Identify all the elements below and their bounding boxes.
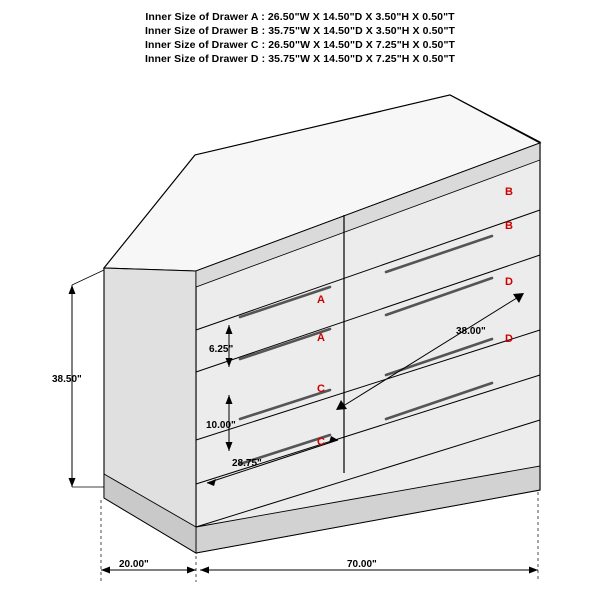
dimension-drawer-width-label: 28.75" [232, 458, 262, 469]
spec-line-c: Inner Size of Drawer C : 26.50"W X 14.50"D X 7.25"H X 0.50"T [144, 39, 456, 51]
dimension-drawer-large-height-label: 10.00" [206, 420, 236, 431]
drawer-label-b-top: B [505, 186, 513, 198]
dimension-overall-height [52, 270, 104, 487]
spec-line-a: Inner Size of Drawer A : 26.50"W X 14.50"D X 3.50"H X 0.50"T [145, 11, 455, 23]
drawer-label-a-second: A [317, 332, 325, 344]
dimension-diagonal-depth-label: 38.00" [456, 326, 486, 337]
dimension-overall-width-label: 70.00" [347, 559, 377, 570]
dimension-drawer-small-height-label: 6.25" [209, 344, 234, 355]
dimension-depth-label: 20.00" [119, 559, 149, 570]
dimension-overall-height-label: 38.50" [52, 374, 82, 385]
spec-line-d: Inner Size of Drawer D : 35.75"W X 14.50"D X 7.25"H X 0.50"T [144, 53, 456, 65]
drawer-label-a-top: A [317, 294, 325, 306]
drawer-label-b-second: B [505, 220, 513, 232]
drawer-label-c-second: C [317, 436, 325, 448]
drawer-label-d-top: D [505, 276, 513, 288]
drawer-label-c-top: C [317, 383, 325, 395]
spec-line-b: Inner Size of Drawer B : 35.75"W X 14.50"D X 3.50"H X 0.50"T [144, 25, 456, 37]
drawer-label-d-second: D [505, 333, 513, 345]
